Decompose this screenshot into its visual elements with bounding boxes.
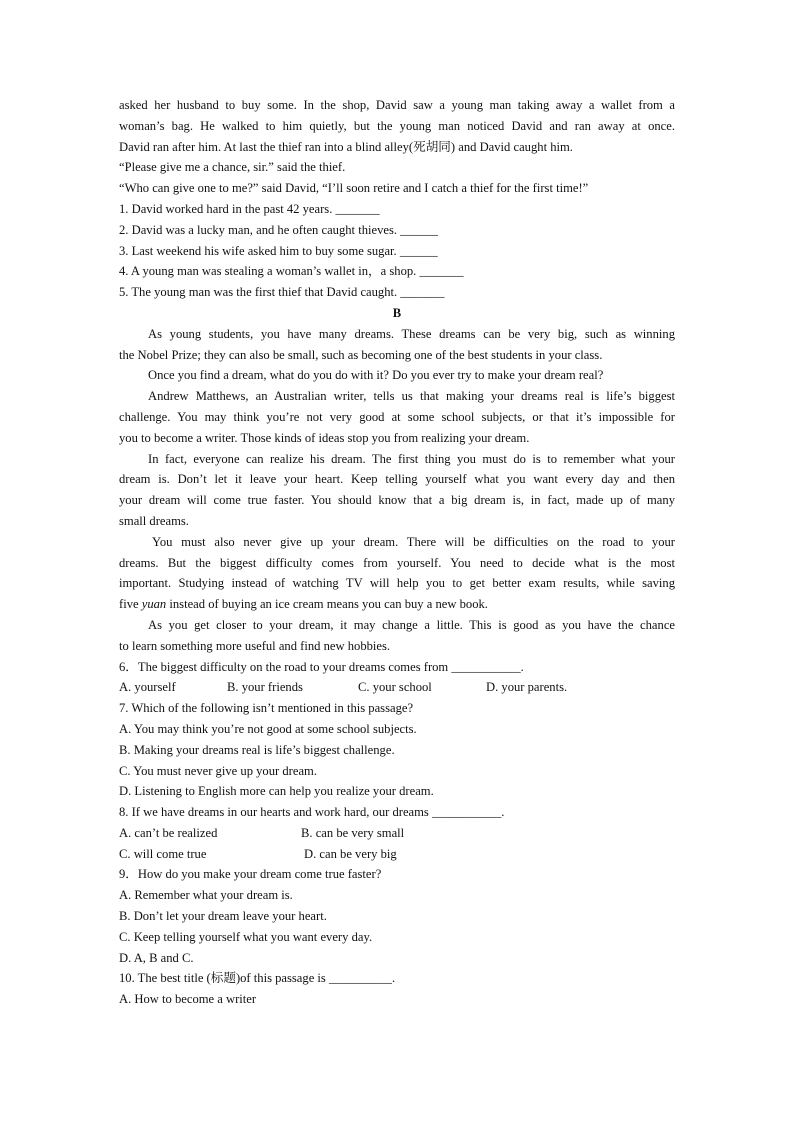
story-line: “Who can give one to me?” said David, “I’ll soon retire and I catch a thief for the first time!” [119,181,589,196]
question-3: 3. Last weekend his wife asked him to buy some sugar. ______ [119,243,438,258]
paragraph-line: Once you find a dream, what do you do with it? Do you ever try to make your dream real? [148,368,604,383]
question-stem: 6．The biggest difficulty on the road to your dreams comes from ___________. [119,659,524,674]
reading-passage [119,324,675,657]
option-c: C. You must never give up your dream. [119,763,317,778]
paragraph-line: your dream will come true faster. You should know that a big dream is, in fact, made up of many [119,493,675,508]
question-8 [119,802,675,864]
question-7 [119,698,675,802]
question-stem: 7. Which of the following isn’t mentioned in this passage? [119,701,414,716]
question-9 [119,864,675,968]
paragraph-line: dream is. Don’t let it leave your heart. Keep telling yourself what you want every day and then [119,472,675,487]
paragraph-line [119,594,675,615]
paragraph-line: challenge. You may think you’re not very good at some school subjects, or that it’s impossible for [119,409,675,424]
question-1: 1. David worked hard in the past 42 years. _______ [119,201,380,216]
paragraph-line: Andrew Matthews, an Australian writer, tells us that making your dreams real is life’s biggest [148,389,675,404]
question-2: 2. David was a lucky man, and he often caught thieves. ______ [119,222,438,237]
story-passage [119,95,675,199]
question-stem: 9．How do you make your dream come true faster? [119,867,382,882]
worksheet-page [119,95,675,1010]
option-d: D. Listening to English more can help you realize your dream. [119,784,434,799]
paragraph-line: You must also never give up your dream. There will be difficulties on the road to your [152,534,675,549]
story-line: David ran after him. At last the thief ran into a blind alley(死胡同) and David caught him. [119,139,573,154]
story-line: “Please give me a chance, sir.” said the thief. [119,160,346,175]
true-false-questions [119,199,675,303]
question-4: 4. A young man was stealing a woman’s wallet in，a shop. _______ [119,264,464,279]
question-6 [119,657,675,699]
option-d: D. your parents. [486,680,568,695]
option-c: C. Keep telling yourself what you want every day. [119,929,373,944]
yuan-line-before: five [119,597,142,612]
option-b: B. your friends [227,680,303,695]
option-row [119,677,675,698]
option-b: B. Don’t let your dream leave your heart. [119,909,327,924]
story-line: woman’s bag. He walked to him quietly, but the young man noticed David and ran away at once. [119,118,675,133]
option-a: A. Remember what your dream is. [119,888,293,903]
yuan-italic: yuan [141,597,167,612]
option-a: A. yourself [119,680,176,695]
option-row [119,823,675,844]
question-5: 5. The young man was the first thief that David caught. _______ [119,285,445,300]
option-d: D. can be very big [304,846,397,861]
option-row [119,844,675,865]
option-a: A. How to become a writer [119,992,257,1007]
option-c: C. your school [358,680,432,695]
option-b: B. can be very small [301,825,405,840]
paragraph-line: you to become a writer. Those kinds of ideas stop you from realizing your dream. [119,430,530,445]
paragraph-line: to learn something more useful and find new hobbies. [119,638,391,653]
paragraph-line: As you get closer to your dream, it may change a little. This is good as you have the chance [148,617,675,632]
yuan-line-after: instead of buying an ice cream means you can buy a new book. [166,597,488,612]
section-heading: B [392,305,402,320]
paragraph-line: dreams. But the biggest difficulty comes from yourself. You need to decide what is the most [119,555,675,570]
paragraph-line: the Nobel Prize; they can also be small, such as becoming one of the best students in your class. [119,347,603,362]
paragraph-line: As young students, you have many dreams. These dreams can be very big, such as winning [148,326,675,341]
question-stem: 8. If we have dreams in our hearts and work hard, our dreams ___________. [119,805,505,820]
option-a: A. can’t be realized [119,825,218,840]
option-c: C. will come true [119,846,207,861]
paragraph-line: small dreams. [119,513,189,528]
story-line: asked her husband to buy some. In the shop, David saw a young man taking away a wallet from a [119,98,675,112]
question-10 [119,968,675,1010]
paragraph-line: In fact, everyone can realize his dream. The first thing you must do is to remember what your [148,451,675,466]
option-d: D. A, B and C. [119,950,194,965]
question-stem: 10. The best title (标题)of this passage is __________. [119,971,396,986]
option-a: A. You may think you’re not good at some school subjects. [119,721,417,736]
paragraph-line: important. Studying instead of watching TV will help you to get better exam results, while saving [119,576,675,591]
option-b: B. Making your dreams real is life’s biggest challenge. [119,742,395,757]
